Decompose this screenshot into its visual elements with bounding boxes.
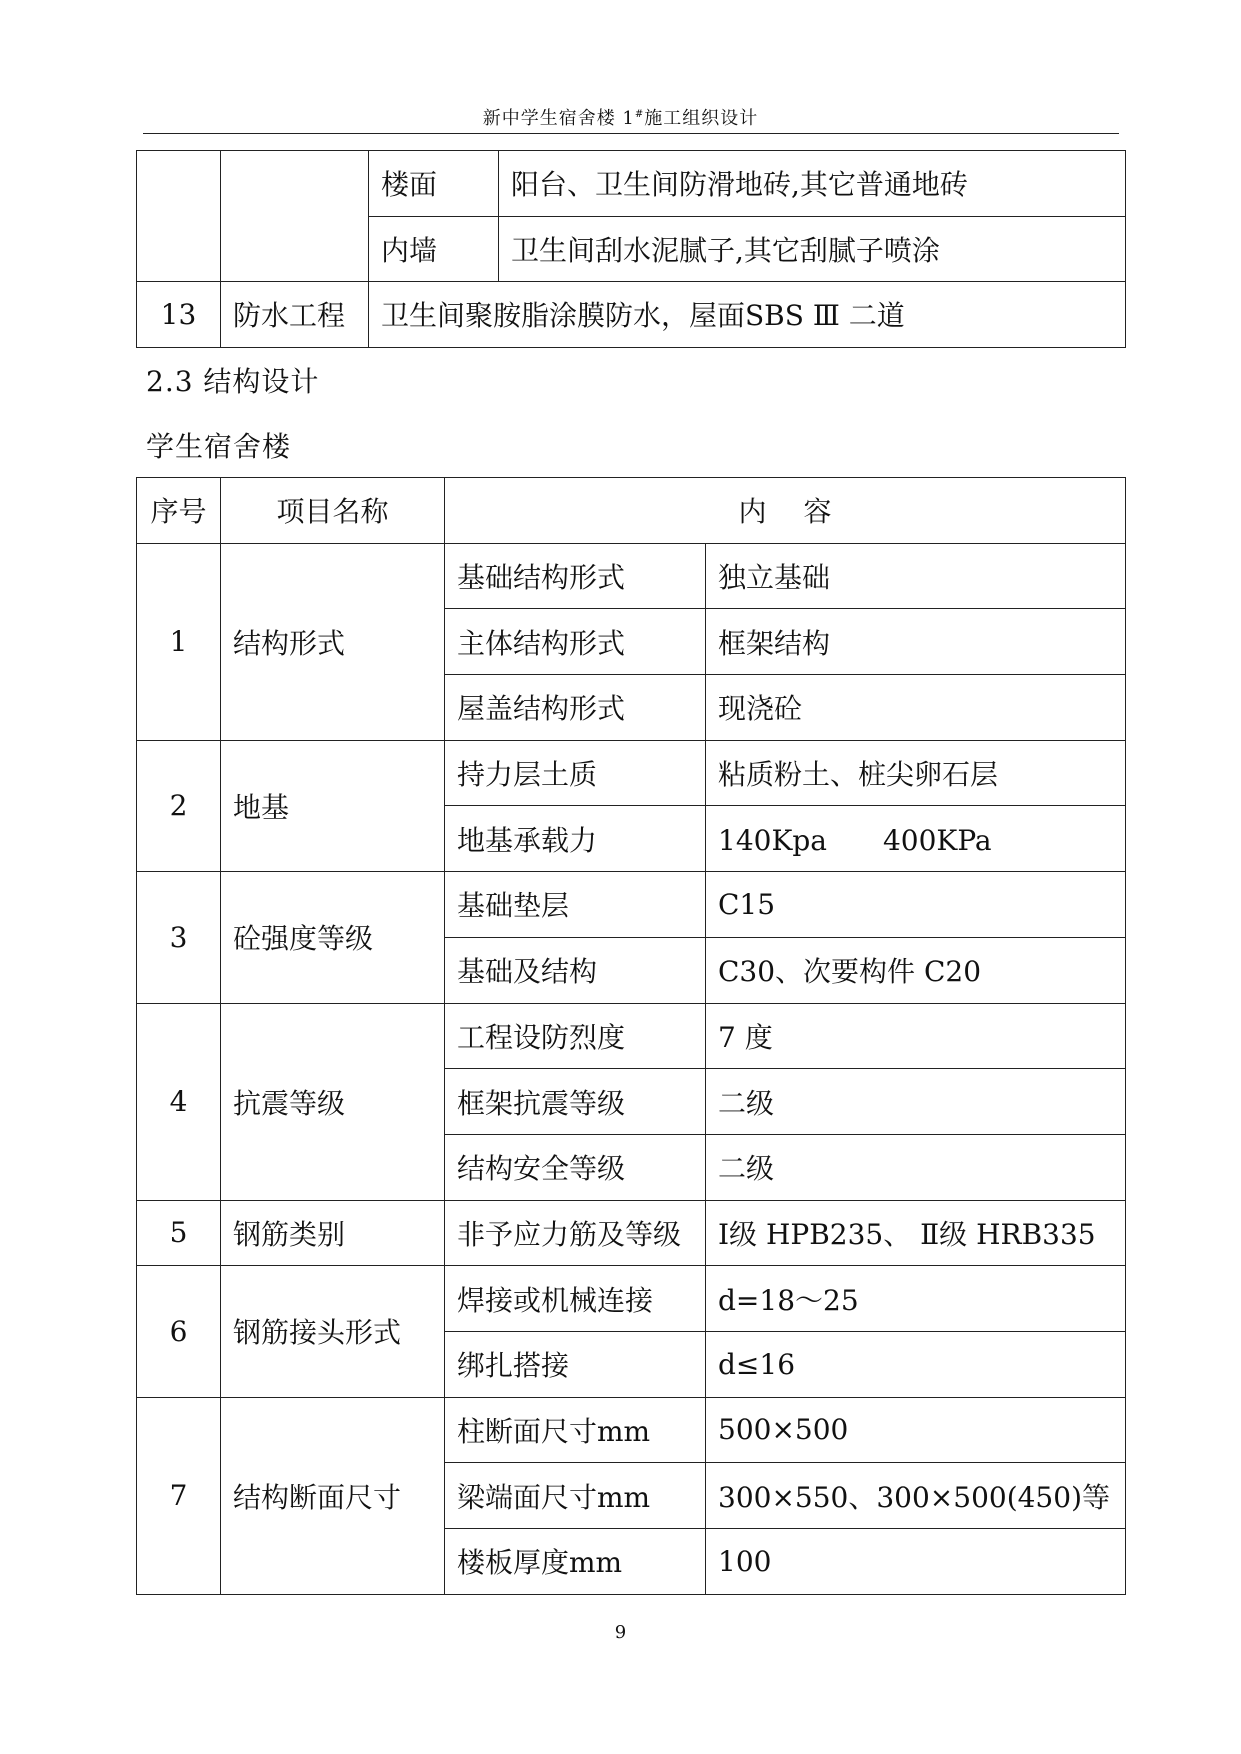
table-cell-value: 二级 bbox=[706, 1134, 1126, 1200]
table-cell-value: d=18～25 bbox=[706, 1266, 1126, 1332]
table-cell-item: 地基承载力 bbox=[445, 806, 706, 872]
page-header-title bbox=[0, 104, 1241, 130]
table-cell-value: C30、次要构件 C20 bbox=[706, 937, 1126, 1003]
table-cell-item: 持力层土质 bbox=[445, 740, 706, 806]
table-cell-item: 楼面 bbox=[369, 151, 499, 217]
table-cell-value: 500×500 bbox=[706, 1397, 1126, 1463]
table-cell-project-name: 砼强度等级 bbox=[221, 872, 445, 1003]
table-cell-item: 屋盖结构形式 bbox=[445, 675, 706, 741]
table-row bbox=[137, 1200, 1126, 1266]
table-cell-value: 7 度 bbox=[706, 1003, 1126, 1069]
table-cell-item: 梁端面尺寸mm bbox=[445, 1463, 706, 1529]
table-row bbox=[137, 740, 1126, 806]
table-cell-item: 楼板厚度mm bbox=[445, 1529, 706, 1595]
header-title-superscript: # bbox=[634, 109, 645, 120]
table-cell-number: 6 bbox=[137, 1266, 221, 1397]
table-cell-name: 防水工程 bbox=[221, 282, 369, 348]
table-cell-item: 工程设防烈度 bbox=[445, 1003, 706, 1069]
table-row bbox=[137, 151, 1126, 217]
table-cell-empty bbox=[137, 151, 221, 282]
header-cell-number: 序号 bbox=[137, 478, 221, 544]
table-cell-number: 4 bbox=[137, 1003, 221, 1200]
structure-table-body bbox=[137, 478, 1126, 1595]
table-cell-item: 焊接或机械连接 bbox=[445, 1266, 706, 1332]
table-cell-value: C15 bbox=[706, 872, 1126, 938]
table-cell-number: 5 bbox=[137, 1200, 221, 1266]
table-cell-item: 内墙 bbox=[369, 216, 499, 282]
table-cell-number: 13 bbox=[137, 282, 221, 348]
subheading: 学生宿舍楼 bbox=[146, 430, 292, 463]
table-cell-value: d≤16 bbox=[706, 1331, 1126, 1397]
table-cell-item: 基础结构形式 bbox=[445, 543, 706, 609]
table-cell-number: 7 bbox=[137, 1397, 221, 1594]
table-row bbox=[137, 1397, 1126, 1463]
table-cell-item: 基础垫层 bbox=[445, 872, 706, 938]
table-cell-content: 卫生间刮水泥腻子,其它刮腻子喷涂 bbox=[499, 216, 1126, 282]
table-cell-project-name: 结构断面尺寸 bbox=[221, 1397, 445, 1594]
table-cell-value: 独立基础 bbox=[706, 543, 1126, 609]
table-cell-item: 主体结构形式 bbox=[445, 609, 706, 675]
table-cell-project-name: 结构形式 bbox=[221, 543, 445, 740]
table-cell-empty bbox=[221, 151, 369, 282]
table-cell-item: 结构安全等级 bbox=[445, 1134, 706, 1200]
section-heading: 2.3 结构设计 bbox=[146, 365, 320, 398]
page-number: 9 bbox=[614, 1622, 627, 1643]
table-cell-value: 框架结构 bbox=[706, 609, 1126, 675]
header-cell-name: 项目名称 bbox=[221, 478, 445, 544]
table-cell-content: 阳台、卫生间防滑地砖,其它普通地砖 bbox=[499, 151, 1126, 217]
table-cell-item: 基础及结构 bbox=[445, 937, 706, 1003]
table-cell-value: 140Kpa 400KPa bbox=[706, 806, 1126, 872]
table-cell-project-name: 钢筋类别 bbox=[221, 1200, 445, 1266]
table-cell-project-name: 钢筋接头形式 bbox=[221, 1266, 445, 1397]
header-title-main: 新中学生宿舍楼 1 bbox=[482, 108, 635, 129]
table-cell-item: 绑扎搭接 bbox=[445, 1331, 706, 1397]
table-cell-project-name: 地基 bbox=[221, 740, 445, 871]
table-cell-item: 非予应力筋及等级 bbox=[445, 1200, 706, 1266]
header-divider bbox=[143, 133, 1119, 134]
table-cell-value: Ⅰ级 HPB235、 Ⅱ级 HRB335 bbox=[706, 1200, 1126, 1266]
table-row bbox=[137, 1266, 1126, 1332]
table-cell-number: 1 bbox=[137, 543, 221, 740]
table-cell-value: 现浇砼 bbox=[706, 675, 1126, 741]
table-cell-value: 粘质粉土、桩尖卵石层 bbox=[706, 740, 1126, 806]
continued-finish-table bbox=[136, 150, 1126, 348]
table-row bbox=[137, 543, 1126, 609]
table-cell-project-name: 抗震等级 bbox=[221, 1003, 445, 1200]
table-cell-number: 2 bbox=[137, 740, 221, 871]
table-row bbox=[137, 282, 1126, 348]
table-cell-number: 3 bbox=[137, 872, 221, 1003]
table-cell-value: 300×550、300×500(450)等 bbox=[706, 1463, 1126, 1529]
table-row bbox=[137, 872, 1126, 938]
table-cell-value: 100 bbox=[706, 1529, 1126, 1595]
table-cell-value: 二级 bbox=[706, 1069, 1126, 1135]
table-cell-item: 框架抗震等级 bbox=[445, 1069, 706, 1135]
table-header-row bbox=[137, 478, 1126, 544]
structure-design-table bbox=[136, 477, 1126, 1595]
table-cell-content: 卫生间聚胺脂涂膜防水，屋面SBS Ⅲ 二道 bbox=[369, 282, 1126, 348]
header-title-tail: 施工组织设计 bbox=[644, 108, 759, 129]
table-cell-item: 柱断面尺寸mm bbox=[445, 1397, 706, 1463]
header-cell-content: 内 容 bbox=[445, 478, 1126, 544]
table-row bbox=[137, 1003, 1126, 1069]
